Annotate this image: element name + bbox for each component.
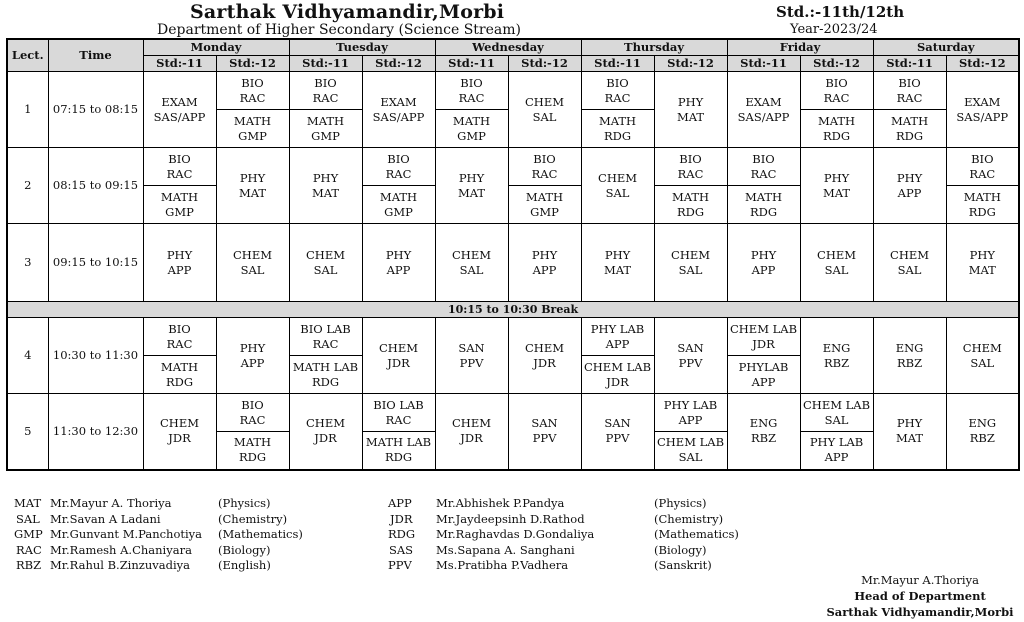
period-cell: PHY APP — [143, 224, 216, 302]
legend-row — [388, 558, 768, 574]
std12-header: Std:-12 — [362, 56, 435, 72]
std11-header: Std:-11 — [581, 56, 654, 72]
period-cell: BIO RAC — [508, 148, 581, 186]
lect-header: Lect. — [7, 39, 48, 72]
std11-header: Std:-11 — [873, 56, 946, 72]
std12-header: Std:-12 — [946, 56, 1019, 72]
period-cell: PHY MAT — [581, 224, 654, 302]
std12-header: Std:-12 — [508, 56, 581, 72]
std11-header: Std:-11 — [727, 56, 800, 72]
lect-time: 07:15 to 08:15 — [48, 72, 143, 148]
period-cell: SAN PPV — [435, 318, 508, 394]
period-cell: BIO RAC — [435, 72, 508, 110]
legend-code: SAL — [16, 511, 40, 526]
period-cell: PHY MAT — [289, 148, 362, 224]
period-cell: SAN PPV — [654, 318, 727, 394]
standard-label: Std.:-11th/12th — [776, 3, 905, 21]
period-cell: CHEM SAL — [216, 224, 289, 302]
legend-row — [14, 543, 384, 559]
period-cell: MATH GMP — [143, 186, 216, 224]
legend-teacher: Mr.Raghavdas D.Gondaliya — [436, 527, 595, 541]
period-cell: BIO RAC — [216, 394, 289, 432]
period-cell: PHY MAT — [800, 148, 873, 224]
legend-subject: (Physics) — [218, 496, 271, 510]
period-cell: SAN PPV — [508, 394, 581, 470]
legend-subject: (Sanskrit) — [654, 558, 712, 572]
legend-row — [14, 527, 384, 543]
period-cell: BIO RAC — [362, 148, 435, 186]
period-cell: CHEM JDR — [435, 394, 508, 470]
period-cell: CHEM SAL — [946, 318, 1019, 394]
period-cell: MATH LAB RDG — [362, 432, 435, 470]
period-cell: BIO RAC — [873, 72, 946, 110]
year-label: Year-2023/24 — [790, 22, 878, 37]
school-title: Sarthak Vidhyamandir,Morbi — [190, 1, 505, 23]
signatory-name: Mr.Mayur A.Thoriya — [861, 573, 979, 587]
std12-header: Std:-12 — [216, 56, 289, 72]
period-cell: BIO RAC — [581, 72, 654, 110]
period-cell: CHEM JDR — [143, 394, 216, 470]
legend-row — [388, 527, 768, 543]
legend-code: SAS — [389, 542, 414, 557]
std11-header: Std:-11 — [435, 56, 508, 72]
period-cell: BIO RAC — [143, 318, 216, 356]
legend-code: RBZ — [16, 558, 42, 572]
legend-teacher: Mr.Jaydeepsinh D.Rathod — [436, 511, 585, 526]
std11-header: Std:-11 — [289, 56, 362, 72]
period-cell: BIO RAC — [654, 148, 727, 186]
period-cell: PHY APP — [362, 224, 435, 302]
legend-subject: (Mathematics) — [654, 527, 739, 541]
period-cell: MATH RDG — [216, 432, 289, 470]
period-cell: PHY APP — [727, 224, 800, 302]
period-cell: PHY LAB APP — [800, 432, 873, 470]
period-cell: ENG RBZ — [873, 318, 946, 394]
day-header-monday: Monday — [143, 39, 289, 56]
period-cell: BIO RAC — [216, 72, 289, 110]
signatory-role: Head of Department — [854, 589, 986, 603]
period-cell: BIO RAC — [289, 72, 362, 110]
period-cell: PHY APP — [873, 148, 946, 224]
period-cell: PHY MAT — [654, 72, 727, 148]
period-cell: PHY MAT — [946, 224, 1019, 302]
legend-teacher: Mr.Abhishek P.Pandya — [436, 496, 565, 510]
period-cell: CHEM SAL — [508, 72, 581, 148]
legend-teacher: Mr.Ramesh A.Chaniyara — [50, 542, 192, 557]
period-cell: CHEM JDR — [289, 394, 362, 470]
period-cell: MATH RDG — [873, 110, 946, 148]
period-cell: EXAM SAS/APP — [362, 72, 435, 148]
day-header-wednesday: Wednesday — [435, 39, 581, 56]
period-cell: CHEM LAB JDR — [727, 318, 800, 356]
period-cell: MATH RDG — [727, 186, 800, 224]
break-row: 10:15 to 10:30 Break — [7, 302, 1019, 318]
period-cell: MATH RDG — [654, 186, 727, 224]
period-cell: PHY MAT — [435, 148, 508, 224]
legend-subject: (Biology) — [218, 542, 271, 557]
period-cell: ENG RBZ — [946, 394, 1019, 470]
period-cell: MATH RDG — [800, 110, 873, 148]
period-cell: ENG RBZ — [800, 318, 873, 394]
department-subtitle: Department of Higher Secondary (Science Stream) — [157, 22, 521, 38]
period-cell: PHY LAB APP — [581, 318, 654, 356]
legend-subject: (English) — [218, 558, 271, 572]
lect-number: 4 — [7, 318, 48, 394]
std12-header: Std:-12 — [654, 56, 727, 72]
legend-subject: (Chemistry) — [218, 511, 288, 526]
legend-teacher: Ms.Pratibha P.Vadhera — [436, 558, 569, 572]
period-cell: PHY APP — [216, 318, 289, 394]
legend-teacher: Mr.Gunvant M.Panchotiya — [50, 527, 203, 541]
period-cell: BIO RAC — [800, 72, 873, 110]
legend-subject: (Chemistry) — [654, 511, 724, 526]
period-cell: BIO RAC — [727, 148, 800, 186]
time-header: Time — [48, 39, 143, 72]
legend-teacher: Mr.Savan A Ladani — [50, 511, 161, 526]
lect-number: 1 — [7, 72, 48, 148]
day-header-saturday: Saturday — [873, 39, 1019, 56]
signatory-org: Sarthak Vidhyamandir,Morbi — [826, 605, 1014, 619]
lect-time: 09:15 to 10:15 — [48, 224, 143, 302]
legend-row — [14, 496, 384, 512]
period-cell: SAN PPV — [581, 394, 654, 470]
period-cell: MATH LAB RDG — [289, 356, 362, 394]
period-cell: BIO RAC — [143, 148, 216, 186]
lect-time: 08:15 to 09:15 — [48, 148, 143, 224]
std11-header: Std:-11 — [143, 56, 216, 72]
lect-time: 10:30 to 11:30 — [48, 318, 143, 394]
period-cell: MATH RDG — [143, 356, 216, 394]
legend-code: RDG — [388, 527, 416, 541]
period-cell: EXAM SAS/APP — [946, 72, 1019, 148]
legend-code: RAC — [16, 542, 42, 557]
period-cell: MATH RDG — [581, 110, 654, 148]
period-cell: PHY LAB APP — [654, 394, 727, 432]
lect-time: 11:30 to 12:30 — [48, 394, 143, 470]
teacher-legend-left — [14, 496, 384, 574]
period-cell: BIO LAB RAC — [289, 318, 362, 356]
period-cell: EXAM SAS/APP — [143, 72, 216, 148]
day-header-tuesday: Tuesday — [289, 39, 435, 56]
period-cell: CHEM JDR — [362, 318, 435, 394]
period-cell: CHEM JDR — [508, 318, 581, 394]
period-cell: CHEM SAL — [289, 224, 362, 302]
period-cell: CHEM LAB SAL — [800, 394, 873, 432]
std12-header: Std:-12 — [800, 56, 873, 72]
period-cell: CHEM SAL — [435, 224, 508, 302]
period-cell: CHEM SAL — [654, 224, 727, 302]
period-cell: MATH GMP — [362, 186, 435, 224]
day-header-friday: Friday — [727, 39, 873, 56]
legend-subject: (Mathematics) — [218, 527, 303, 541]
period-cell: MATH RDG — [946, 186, 1019, 224]
legend-teacher: Mr.Rahul B.Zinzuvadiya — [50, 558, 190, 572]
period-cell: CHEM LAB SAL — [654, 432, 727, 470]
signature-block — [820, 572, 1020, 620]
period-cell: CHEM LAB JDR — [581, 356, 654, 394]
period-cell: CHEM SAL — [581, 148, 654, 224]
lect-number: 2 — [7, 148, 48, 224]
period-cell: CHEM SAL — [873, 224, 946, 302]
period-cell: MATH GMP — [435, 110, 508, 148]
period-cell: ENG RBZ — [727, 394, 800, 470]
period-cell: MATH GMP — [216, 110, 289, 148]
day-header-thursday: Thursday — [581, 39, 727, 56]
period-cell: BIO RAC — [946, 148, 1019, 186]
teacher-legend-right — [388, 496, 768, 574]
page-header — [0, 0, 1024, 40]
period-cell: BIO LAB RAC — [362, 394, 435, 432]
legend-code: MAT — [14, 496, 42, 510]
period-cell: PHY MAT — [873, 394, 946, 470]
period-cell: MATH GMP — [508, 186, 581, 224]
period-cell: MATH GMP — [289, 110, 362, 148]
period-cell: PHY MAT — [216, 148, 289, 224]
legend-row — [388, 496, 768, 512]
legend-code: PPV — [388, 558, 412, 572]
legend-teacher: Ms.Sapana A. Sanghani — [436, 542, 575, 557]
legend-code: JDR — [390, 511, 413, 526]
legend-row — [14, 512, 384, 528]
legend-code: GMP — [14, 527, 43, 541]
legend-row — [14, 558, 384, 574]
lect-number: 5 — [7, 394, 48, 470]
legend-code: APP — [388, 496, 412, 510]
period-cell: CHEM SAL — [800, 224, 873, 302]
legend-teacher: Mr.Mayur A. Thoriya — [50, 496, 172, 510]
legend-row — [388, 512, 768, 528]
period-cell: EXAM SAS/APP — [727, 72, 800, 148]
legend-subject: (Biology) — [654, 542, 707, 557]
period-cell: PHY APP — [508, 224, 581, 302]
legend-subject: (Physics) — [654, 496, 707, 510]
legend-row — [388, 543, 768, 559]
timetable — [6, 38, 1020, 471]
period-cell: PHYLAB APP — [727, 356, 800, 394]
lect-number: 3 — [7, 224, 48, 302]
